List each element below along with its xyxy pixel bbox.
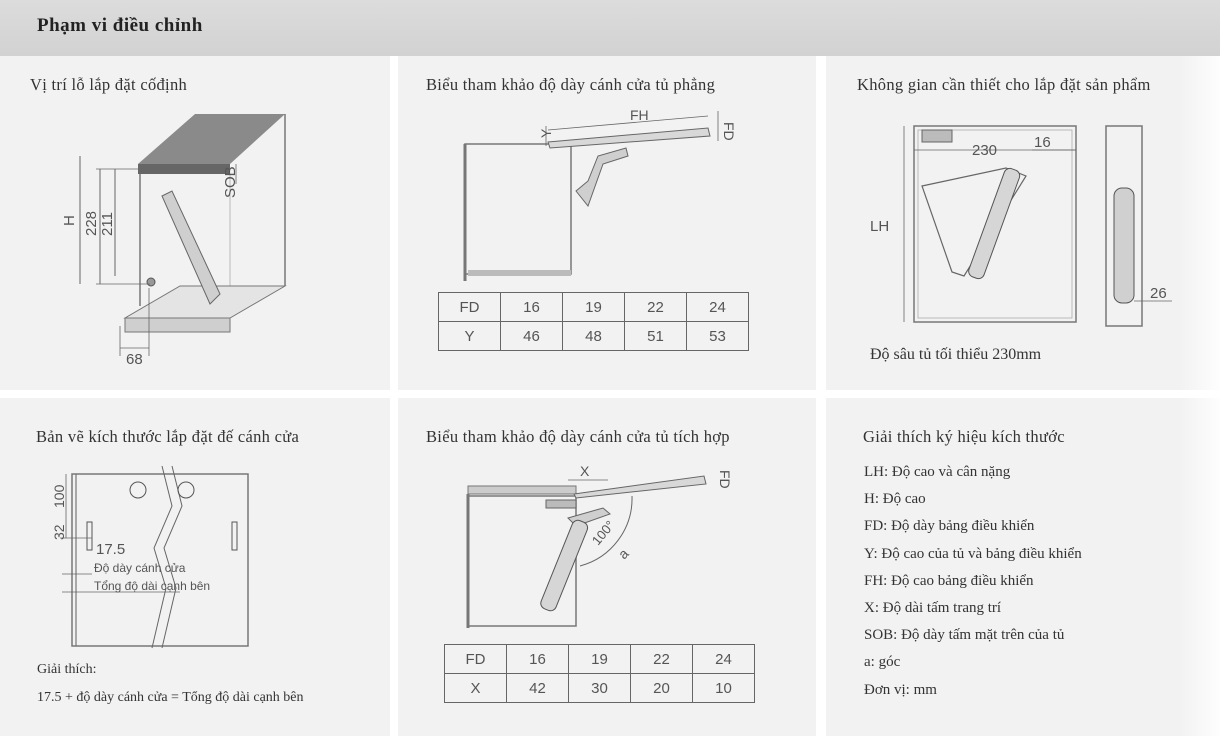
label-fd: FD — [721, 122, 737, 141]
label-angle: 100° — [588, 517, 618, 548]
panel-flat-door-thickness — [398, 56, 816, 390]
panel-title: Biểu tham khảo độ dày cánh cửa tủ tích hợp — [426, 427, 730, 446]
table-row — [439, 322, 749, 351]
list-item: LH: Độ cao và cân nặng — [864, 464, 1011, 480]
label-sob: SOB — [222, 166, 239, 198]
panel-title: Biểu tham khảo độ dày cánh cửa tủ phẳng — [426, 75, 716, 94]
table-row — [445, 674, 755, 703]
label-211: 211 — [99, 212, 116, 236]
list-item: a: góc — [864, 654, 901, 671]
label-h: H — [61, 215, 78, 226]
bottom-board-edge — [125, 318, 230, 332]
mechanism-body — [967, 167, 1021, 281]
table-cell: X — [445, 674, 507, 703]
explanation-text: 17.5 + độ dày cánh cửa = Tổng độ dài cạnh bên — [37, 690, 304, 705]
cup-hole-icon — [130, 482, 146, 498]
panel-fixing-hole-position — [0, 56, 390, 390]
panel-title: Vị trí lỗ lắp đặt cốđịnh — [30, 75, 188, 94]
list-item: FD: Độ dày bảng điều khiển — [864, 518, 1035, 535]
door-base-diagram — [0, 398, 390, 736]
panel-door-base-drawing — [0, 398, 390, 736]
table-cell: Y — [439, 322, 501, 351]
section-title: Phạm vi điều chỉnh — [37, 15, 203, 36]
list-item: H: Độ cao — [864, 491, 926, 508]
table-cell: 19 — [569, 645, 631, 674]
table-cell: 30 — [569, 674, 631, 703]
label-fd: FD — [717, 470, 733, 489]
panel-title: Giải thích ký hiệu kích thước — [863, 427, 1065, 446]
panel-title: Bản vẽ kích thước lắp đặt đế cánh cửa — [36, 427, 300, 446]
panel-integrated-door-thickness — [398, 398, 816, 736]
label-fh: FH — [630, 107, 649, 123]
section-header — [0, 0, 1220, 56]
door-panel — [574, 476, 706, 498]
table-cell: 42 — [507, 674, 569, 703]
fd-x-table — [444, 644, 755, 703]
required-space-diagram — [826, 56, 1220, 390]
top-board-edge — [138, 164, 230, 174]
list-item: Y: Độ cao của tủ và bảng điều khiển — [864, 545, 1082, 562]
cabinet-hole-diagram — [0, 56, 390, 390]
table-cell: 22 — [631, 645, 693, 674]
label-y: Y — [538, 128, 554, 138]
table-cell: 19 — [563, 293, 625, 322]
table-cell: 22 — [625, 293, 687, 322]
edge-fade — [1180, 56, 1220, 736]
table-row — [445, 645, 755, 674]
label-17-5: 17.5 — [96, 541, 126, 558]
label-x: X — [580, 463, 590, 479]
label-door-thickness: Độ dày cánh cửa — [94, 561, 186, 575]
cup-hole-icon — [178, 482, 194, 498]
fd-y-table — [438, 292, 749, 351]
top-board — [138, 114, 285, 164]
label-a: a — [614, 545, 632, 563]
list-item: FH: Độ cao bảng điều khiển — [864, 572, 1034, 589]
table-cell: FD — [439, 293, 501, 322]
label-228: 228 — [83, 210, 100, 236]
symbol-legend-list — [864, 464, 1082, 709]
explanation-title: Giải thích: — [37, 662, 97, 677]
panel-title: Không gian cần thiết cho lắp đặt sản phẩm — [857, 75, 1151, 94]
list-item: Đơn vị: mm — [864, 681, 937, 698]
table-cell: 48 — [563, 322, 625, 351]
lift-arm-icon — [576, 148, 628, 206]
table-cell: 46 — [501, 322, 563, 351]
table-cell: FD — [445, 645, 507, 674]
table-row — [439, 293, 749, 322]
table-cell: 53 — [687, 322, 749, 351]
list-item: X: Độ dài tấm trang trí — [864, 599, 1002, 616]
label-16: 16 — [1034, 134, 1051, 151]
table-cell: 10 — [693, 674, 755, 703]
list-item: SOB: Độ dày tấm mặt trên của tủ — [864, 627, 1065, 644]
label-lh: LH — [870, 218, 890, 235]
door-panel — [548, 128, 710, 148]
label-230: 230 — [972, 142, 998, 159]
side-mechanism — [1114, 188, 1134, 303]
table-cell: 16 — [501, 293, 563, 322]
min-depth-note: Độ sâu tủ tối thiểu 230mm — [870, 346, 1042, 363]
table-cell: 16 — [507, 645, 569, 674]
label-26: 26 — [1150, 285, 1167, 302]
panel-required-space — [826, 56, 1220, 390]
table-cell: 20 — [631, 674, 693, 703]
table-cell: 51 — [625, 322, 687, 351]
label-32: 32 — [51, 524, 67, 540]
label-total-side: Tổng độ dài cạnh bên — [94, 579, 211, 593]
label-100: 100 — [51, 484, 67, 508]
label-68: 68 — [126, 351, 143, 368]
table-cell: 24 — [687, 293, 749, 322]
table-cell: 24 — [693, 645, 755, 674]
